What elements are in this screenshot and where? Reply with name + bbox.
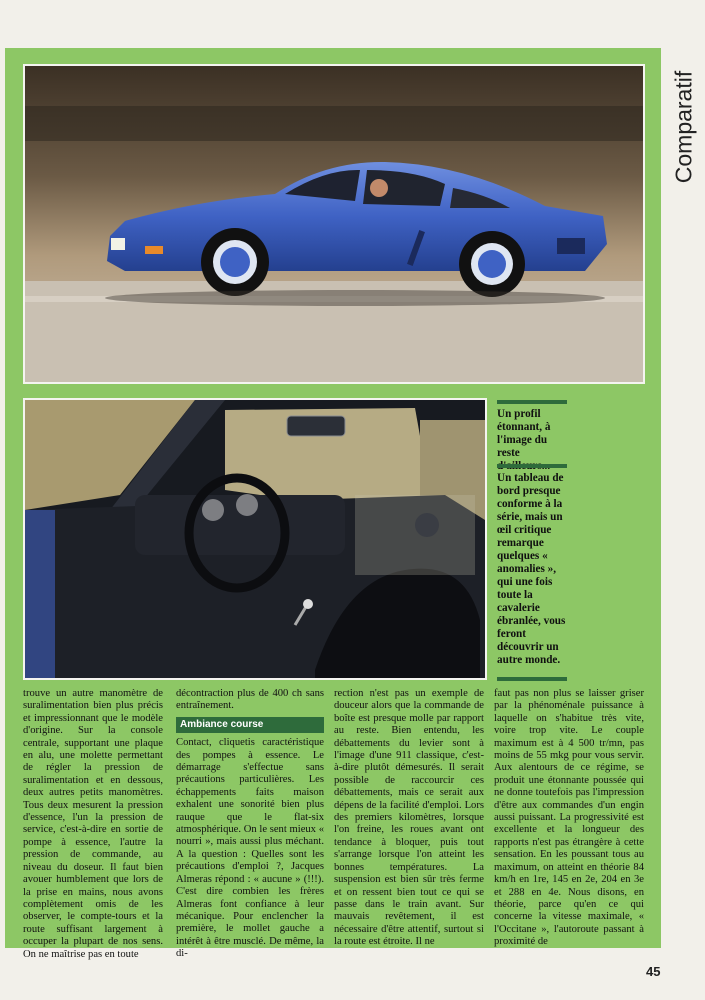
caption-rule <box>497 464 567 468</box>
article-column-4: faut pas non plus se laisser griser par la phénoménale puissance à laquelle on s'habitue très vite, voire trop vite. Le couple maximum est à 4 500 tr/mn, pas moins de 55 mkg pour vous servir. Aux alentours de ce régime, se produit une étonnante poussée qui ne donne toutefois pas l'impression d'être aux commandes d'un engin aussi puissant. La progressivité est excellente et la longueur des rapports n'est pas étrangère à cette sensation. En les poussant tous au maximum, on atteint en théorie 84 km/h en 1re, 145 en 2e, 204 en 3e et 288 en 4e. Nous disons, en théorie, parce qu'en ce qui concerne la vitesse maximale, « l'Occitane », l'autoroute passant à proximité de <box>494 688 644 948</box>
article-column-1: trouve un autre manomètre de suralimentation bien plus précis et impressionnant que le modèle d'origine. Sur la console centrale, supportant une plaque en alu, une molette permettant de régler la pression de suralimentation et en dessous, deux autres petits manomètres. Tous deux mesurent la pression d'essence, l'un la pression de service, c'est-à-dire en sortie de pompe à essence, l'autre la pression de commande, au niveau du doseur. Il faut bien avouer humblement que lors de la prise en mains, nous avons complètement omis de les observer, le compte-tours et la route suffisant largement à occuper la plupart de nos sens. On ne maîtrise pas en toute <box>23 688 163 960</box>
caption-rule <box>497 400 567 404</box>
subhead: Ambiance course <box>176 717 324 733</box>
section-label: Comparatif <box>670 70 697 184</box>
article-column-3: rection n'est pas un exemple de douceur alors que la commande de boîte est presque molle par rapport au reste. Bien entendu, les débattements du levier sont à l'image d'une 911 classique, c'est-à-dire plutôt démesurés. Il serait possible de raccourcir ces débattements, mais ce serait aux dépens de la facilité d'emploi. Lors des premiers kilomètres, lorsque l'on freine, les roues avant ont tendance à bloquer, puis tout s'arrange lorsque l'on atteint les bonnes températures. La suspension est bien sûr très ferme et on ressent bien tout ce qui se passe dans le train avant. Sur mauvais revêtement, il est nécessaire d'être attentif, surtout si la route est étroite. Il ne <box>334 688 484 948</box>
caption-rule <box>497 677 567 681</box>
caption-profile: Un profil étonnant, à l'image du reste <box>497 408 551 459</box>
caption-dashboard: Un tableau de bord presque conforme à la série, mais un œil critique remarque quelques « anomalies », qui une fois toute la cavalerie ébranlée, vous feront découvrir un autre monde. <box>497 472 566 666</box>
page-number: 45 <box>646 964 661 979</box>
car-photo <box>23 64 645 384</box>
dashboard-photo <box>23 398 487 680</box>
article-column-2: décontraction plus de 400 ch sans entraînement. Ambiance course Contact, cliquetis caractéristique des pompes à essence. Le démarrage s'effectue sans précautions particulières. Les échappements faits maison exhalent une sonorité bien plus rauque que le flat-six atmosphérique. On le sent mieux « nourri », mais aussi plus méchant. A la question : Quelles sont les précautions d'emploi ?, Jacques Almeras répond : « aucune » (!!!). C'est dire combien les frères Almeras font confiance à leur mécanique. Pour enclencher la première, le mollet gauche a intérêt à être musclé. De même, la di- <box>176 688 324 960</box>
